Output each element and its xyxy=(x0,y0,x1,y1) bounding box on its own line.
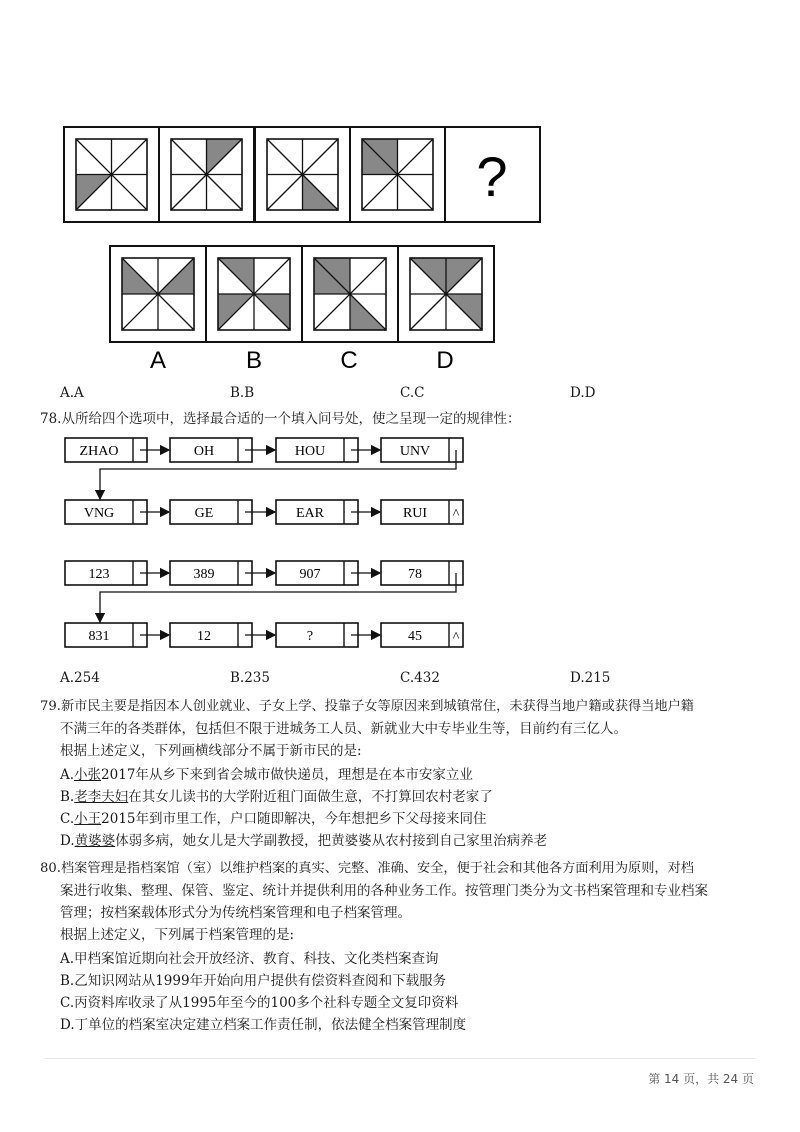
q78-chain2-row2-node-1 xyxy=(65,623,169,647)
q78-stem: 78.从所给四个选项中，选择最合适的一个填入问号处，使之呈现一定的规律性： xyxy=(40,411,521,427)
q78-option-d[interactable]: D.215 xyxy=(570,670,611,686)
q77-option-a[interactable]: A.A xyxy=(60,385,84,401)
q78-chain2-row1-node-3 xyxy=(276,561,380,585)
q78-chain1-row2-end-symbol: ^ xyxy=(452,507,460,522)
q80-stem-line-1: 80.档案管理是指档案馆（室）以维护档案的真实、完整、准确、安全，便于社会和其他各方面利用为原则，对档 xyxy=(40,861,694,876)
q79-option-a[interactable] xyxy=(60,765,473,785)
q79-option-a-underlined: 小张 xyxy=(74,767,102,783)
q78-chain2-row2-node-3 xyxy=(276,623,380,647)
q78-chain1-row2-node-label: GE xyxy=(194,506,214,521)
q80-stem-line-2: 案进行收集、整理、保管、鉴定、统计并提供利用的各种业务工作。按管理门类分为文书档案管理和专业档案 xyxy=(60,883,708,899)
q79-stem-line-2: 不满三年的各类群体，包括但不限于进城务工人员、新就业大中专毕业生等，目前约有三亿人。 xyxy=(60,721,627,737)
q77-option-label-c: C xyxy=(340,347,358,374)
q78-chain1-row1-node-label: ZHAO xyxy=(79,444,119,459)
q78-chain1-row2-node-4 xyxy=(381,500,463,524)
q78-chain2-row2-end-symbol: ^ xyxy=(452,630,460,645)
q79-option-c-underlined: 小王 xyxy=(74,811,102,827)
q79-option-c-prefix: C. xyxy=(60,811,75,827)
q78-chain2-row1-node-label: 123 xyxy=(88,567,110,582)
q78-chain2-row1-node-label: 907 xyxy=(299,567,321,582)
q78-chain2-row1-node-2 xyxy=(170,561,275,585)
q79-option-b-text: 在其女儿读书的大学附近租门面做生意，不打算回农村老家了 xyxy=(128,789,493,805)
q80-option-a[interactable]: A.甲档案馆近期向社会开放经济、教育、科技、文化类档案查询 xyxy=(60,951,439,967)
q78-chain2-row2-node-4 xyxy=(381,623,463,647)
q80-prompt: 根据上述定义，下列属于档案管理的是: xyxy=(60,927,295,943)
q79-option-d-text: 体弱多病，她女儿是大学副教授，把黄婆婆从农村接到自己家里治病养老 xyxy=(115,833,548,849)
q78-chain1-row2-node-3 xyxy=(276,500,380,524)
q78-chain1-row2-node-2 xyxy=(170,500,275,524)
q78-chain1-row2-node-label: EAR xyxy=(296,506,324,521)
q78-option-a[interactable]: A.254 xyxy=(60,670,100,686)
q78-chain2-row1-node-4 xyxy=(381,561,463,585)
q77-option-b[interactable]: B.B xyxy=(230,385,255,401)
q80-option-b[interactable]: B.乙知识网站从1999年开始向用户提供有偿资料查阅和下载服务 xyxy=(60,973,447,989)
q79-prompt: 根据上述定义，下列画横线部分不属于新市民的是: xyxy=(60,743,362,759)
q78-chain2-row1-node-1 xyxy=(65,561,169,585)
q79-option-b-prefix: B. xyxy=(60,789,75,805)
q79-stem-line-1: 79.新市民主要是指因本人创业就业、子女上学、投靠子女等原因来到城镇常住，未获得当地户籍或获得当地户籍 xyxy=(40,699,694,714)
q79-option-b[interactable] xyxy=(60,787,493,807)
q79-option-d[interactable] xyxy=(60,831,547,851)
q78-chain2-row2-node-label: 45 xyxy=(408,629,422,644)
q80-stem-line-3: 管理；按档案载体形式分为传统档案管理和电子档案管理。 xyxy=(60,905,411,921)
q77-option-label-d: D xyxy=(436,347,454,374)
q77-option-d[interactable]: D.D xyxy=(570,385,596,401)
footer-divider xyxy=(45,1058,755,1059)
q78-chain1-row1-node-1 xyxy=(65,438,169,462)
q79-option-c-text: 2015年到市里工作，户口随即解决，今年想把乡下父母接来同住 xyxy=(101,811,487,827)
q80-option-d[interactable]: D.丁单位的档案室决定建立档案工作责任制，依法健全档案管理制度 xyxy=(60,1017,467,1033)
q78-chain1-row2-node-label: VNG xyxy=(83,506,115,521)
q78-chain2-row2-node-label: 12 xyxy=(197,629,211,644)
q79-option-d-underlined: 黄婆婆 xyxy=(74,833,116,849)
q78-chain2-row1-node-label: 389 xyxy=(193,567,215,582)
q79-option-a-text: 2017年从乡下来到省会城市做快递员，理想是在本市安家立业 xyxy=(101,767,473,783)
q78-chain1-row1-node-2 xyxy=(170,438,275,462)
q77-option-label-b: B xyxy=(245,347,263,374)
q79-option-b-underlined: 老李夫妇 xyxy=(74,789,129,805)
q78-chain2-row2-node-label: 831 xyxy=(88,629,110,644)
q78-chain1-row2-node-1 xyxy=(65,500,169,524)
q80-option-c[interactable]: C.丙资料库收录了从1995年至今的100多个社科专题全文复印资料 xyxy=(60,995,459,1011)
q79-option-c[interactable] xyxy=(60,809,487,829)
q78-chain1-row2-node-label: RUI xyxy=(402,506,428,521)
q78-chain2-row2-node-2 xyxy=(170,623,275,647)
q78-option-c[interactable]: C.432 xyxy=(400,670,440,686)
q78-chain1-row1-node-label: HOU xyxy=(294,444,326,459)
q78-chain1-row1-node-label: UNV xyxy=(399,444,431,459)
q79-option-d-prefix: D. xyxy=(60,833,75,849)
q78-chain2-row2-node-label: ? xyxy=(306,629,314,644)
q78-option-b[interactable]: B.235 xyxy=(230,670,270,686)
q77-option-label-a: A xyxy=(149,347,167,374)
page-footer: 第 14 页，共 24 页 xyxy=(648,1072,754,1086)
q79-option-a-prefix: A. xyxy=(60,767,75,783)
q77-question-mark: ? xyxy=(476,145,508,208)
q78-chain1-row1-node-label: OH xyxy=(193,444,215,459)
q78-chain1-row1-node-3 xyxy=(276,438,380,462)
q77-option-c[interactable]: C.C xyxy=(400,385,425,401)
q78-chain2-row1-node-label: 78 xyxy=(408,567,422,582)
q78-chain1-row1-node-4 xyxy=(381,438,463,462)
